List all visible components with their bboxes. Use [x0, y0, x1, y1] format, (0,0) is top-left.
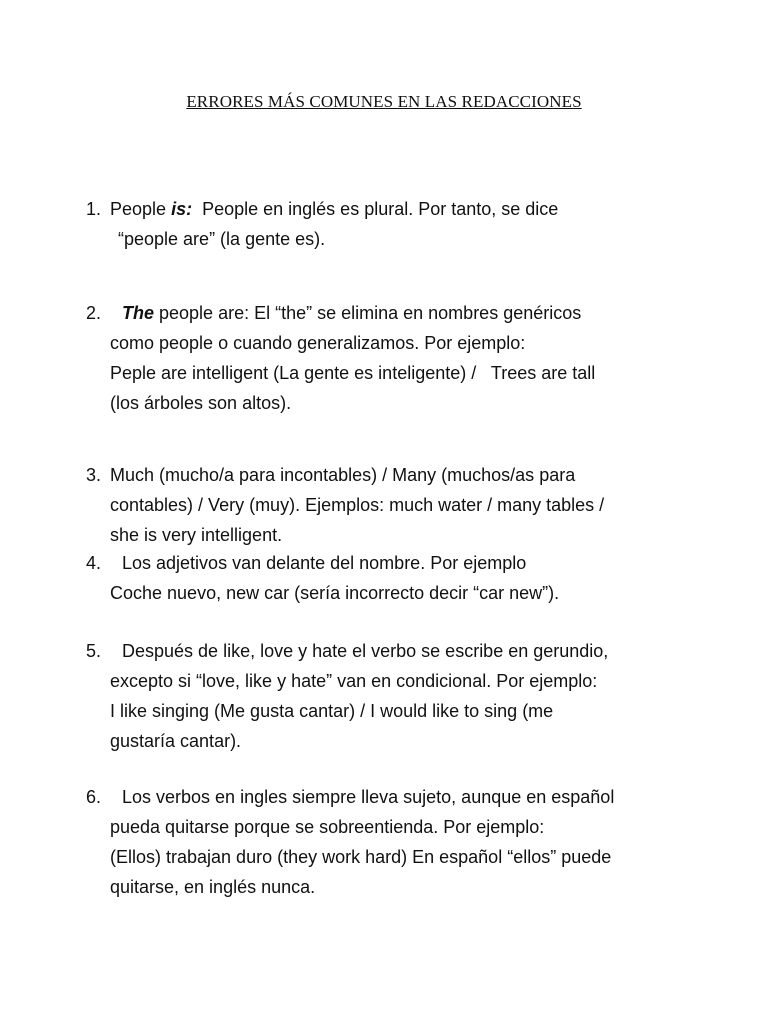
item-text: People en inglés es plural. Por tanto, se dice — [192, 199, 559, 219]
item-line: gustaría cantar). — [110, 731, 242, 751]
item-text: people are: El “the” se elimina en nombres genéricos — [154, 303, 582, 323]
item-number: 3. — [86, 465, 102, 485]
item-number: 1. — [86, 199, 102, 219]
item-line: quitarse, en inglés nunca. — [110, 877, 316, 897]
item-number: 5. — [86, 641, 102, 661]
item-line — [110, 298, 581, 328]
item-text: People — [110, 199, 172, 219]
item-text: Después de like, love y hate el verbo se escribe en gerundio, — [122, 641, 609, 661]
item-line — [110, 636, 608, 666]
item-number: 2. — [86, 303, 102, 323]
item-emphasis: The — [122, 303, 155, 323]
item-line: she is very intelligent. — [110, 525, 283, 545]
item-line: (los árboles son altos). — [110, 393, 292, 413]
item-line: (Ellos) trabajan duro (they work hard) En español “ellos” puede — [110, 847, 612, 867]
item-emphasis: is: — [171, 199, 193, 219]
item-line: pueda quitarse porque se sobreentienda. Por ejemplo: — [110, 817, 545, 837]
item-line: contables) / Very (muy). Ejemplos: much water / many tables / — [110, 495, 605, 515]
page-title: ERRORES MÁS COMUNES EN LAS REDACCIONES — [186, 92, 582, 111]
item-line — [110, 548, 526, 578]
item-line: Peple are intelligent (La gente es inteligente) / Trees are tall — [110, 363, 596, 383]
item-number: 4. — [86, 553, 102, 573]
item-line: “people are” (la gente es). — [118, 229, 326, 249]
item-line: Much (mucho/a para incontables) / Many (muchos/as para — [110, 465, 576, 485]
item-text: Los verbos en ingles siempre lleva sujeto, aunque en español — [122, 787, 615, 807]
item-line: Coche nuevo, new car (sería incorrecto decir “car new”). — [110, 583, 560, 603]
item-line: como people o cuando generalizamos. Por ejemplo: — [110, 333, 526, 353]
item-line — [110, 194, 558, 224]
item-line — [110, 782, 614, 812]
item-line: I like singing (Me gusta cantar) / I would like to sing (me — [110, 701, 554, 721]
item-text: Los adjetivos van delante del nombre. Por ejemplo — [122, 553, 527, 573]
item-number: 6. — [86, 787, 102, 807]
item-line: excepto si “love, like y hate” van en condicional. Por ejemplo: — [110, 671, 598, 691]
